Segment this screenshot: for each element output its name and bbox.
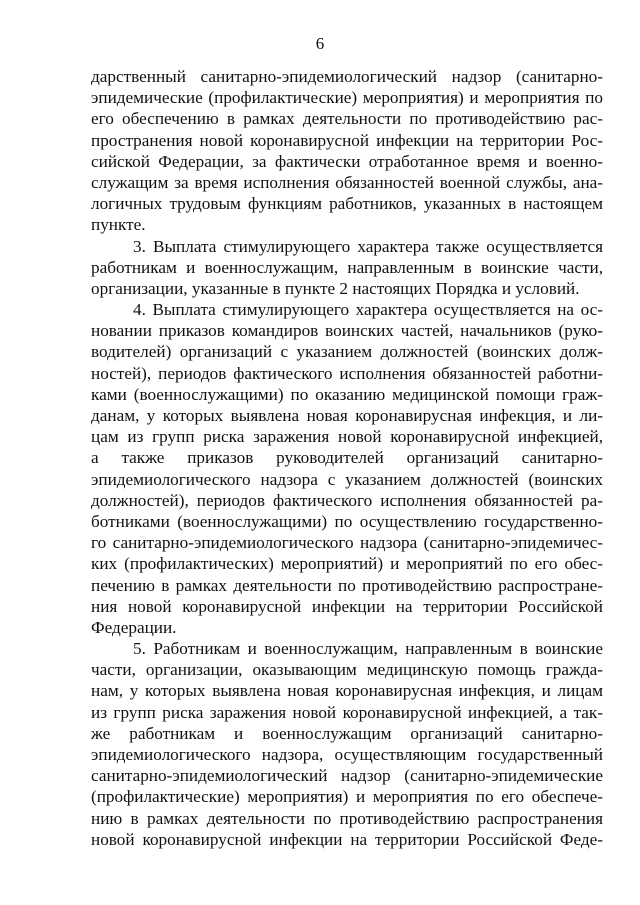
text-line: новании приказов командиров воинских частей, начальников (руко- [91, 321, 603, 341]
text-line: эпидемиологического надзора, осуществляющим государственный [91, 745, 603, 764]
text-line: водителей) организаций с указанием должностей (воинских долж- [91, 342, 603, 362]
text-line: сийской Федерации, за фактически отработанное время и военно- [91, 151, 603, 171]
text-line: служащим за время исполнения обязанностей военной службы, ана- [91, 172, 603, 192]
text-line: данам, у которых выявлена новая коронавирусная инфекция, и ли- [91, 406, 603, 425]
text-line: новой коронавирусной инфекции на территории Российской Феде- [91, 829, 603, 849]
text-line: ботниками (военнослужащими) по осуществлению государственно- [91, 511, 603, 531]
text-line: логичных трудовым функциям работников, указанных в настоящем [91, 194, 603, 214]
text-line: ния новой коронавирусной инфекции на территории Российской [91, 596, 603, 616]
text-line: печению в рамках деятельности по противодействию распростране- [91, 575, 603, 595]
text-line: ностей), периодов фактического исполнения обязанностей работни- [91, 363, 603, 383]
text-line: ками (военнослужащими) по оказанию медицинской помощи граж- [91, 384, 603, 404]
text-line: пункте. [91, 215, 146, 235]
text-line: го санитарно-эпидемиологического надзора (санитарно-эпидемичес- [91, 533, 603, 553]
text-line: нию в рамках деятельности по противодействию распространения [91, 808, 603, 828]
text-line: 4. Выплата стимулирующего характера осуществляется на ос- [133, 300, 603, 320]
text-line: работникам и военнослужащим, направленным в воинские части, [91, 257, 603, 277]
text-line: дарственный санитарно-эпидемиологический надзор (санитарно- [91, 67, 603, 86]
text-line: организации, указанные в пункте 2 настоящих Порядка и условий. [91, 278, 580, 298]
text-line: эпидемические (профилактические) мероприятия) и мероприятия по [91, 88, 603, 108]
text-line: 3. Выплата стимулирующего характера также осуществляется [133, 236, 603, 256]
text-line: его обеспечению в рамках деятельности по противодействию рас- [91, 109, 603, 129]
text-line: из групп риска заражения новой коронавирусной инфекцией, а так- [91, 702, 603, 722]
text-line: а также приказов руководителей организаций санитарно- [91, 448, 603, 468]
page-number: 6 [315, 34, 325, 53]
text-line: Федерации. [91, 617, 177, 637]
text-line: эпидемиологического надзора с указанием должностей (воинских [91, 469, 603, 489]
text-line: нам, у которых выявлена новая коронавирусная инфекция, и лицам [91, 681, 603, 701]
document-body [91, 66, 603, 850]
text-line: (профилактические) мероприятия) и мероприятия по его обеспече- [91, 787, 603, 807]
text-line: должностей), периодов фактического исполнения обязанностей ра- [91, 490, 603, 510]
text-line: ких (профилактических) мероприятий) и мероприятий по его обес- [91, 554, 603, 574]
text-line: пространения новой коронавирусной инфекции на территории Рос- [91, 130, 603, 150]
text-line: 5. Работникам и военнослужащим, направленным в воинские [133, 639, 603, 659]
text-line: цам из групп риска заражения новой коронавирусной инфекцией, [91, 427, 603, 447]
text-line: части, организации, оказывающим медицинскую помощь гражда- [91, 660, 603, 680]
text-line: санитарно-эпидемиологический надзор (санитарно-эпидемические [91, 766, 603, 786]
text-line: же работникам и военнослужащим организаций санитарно- [91, 723, 603, 743]
